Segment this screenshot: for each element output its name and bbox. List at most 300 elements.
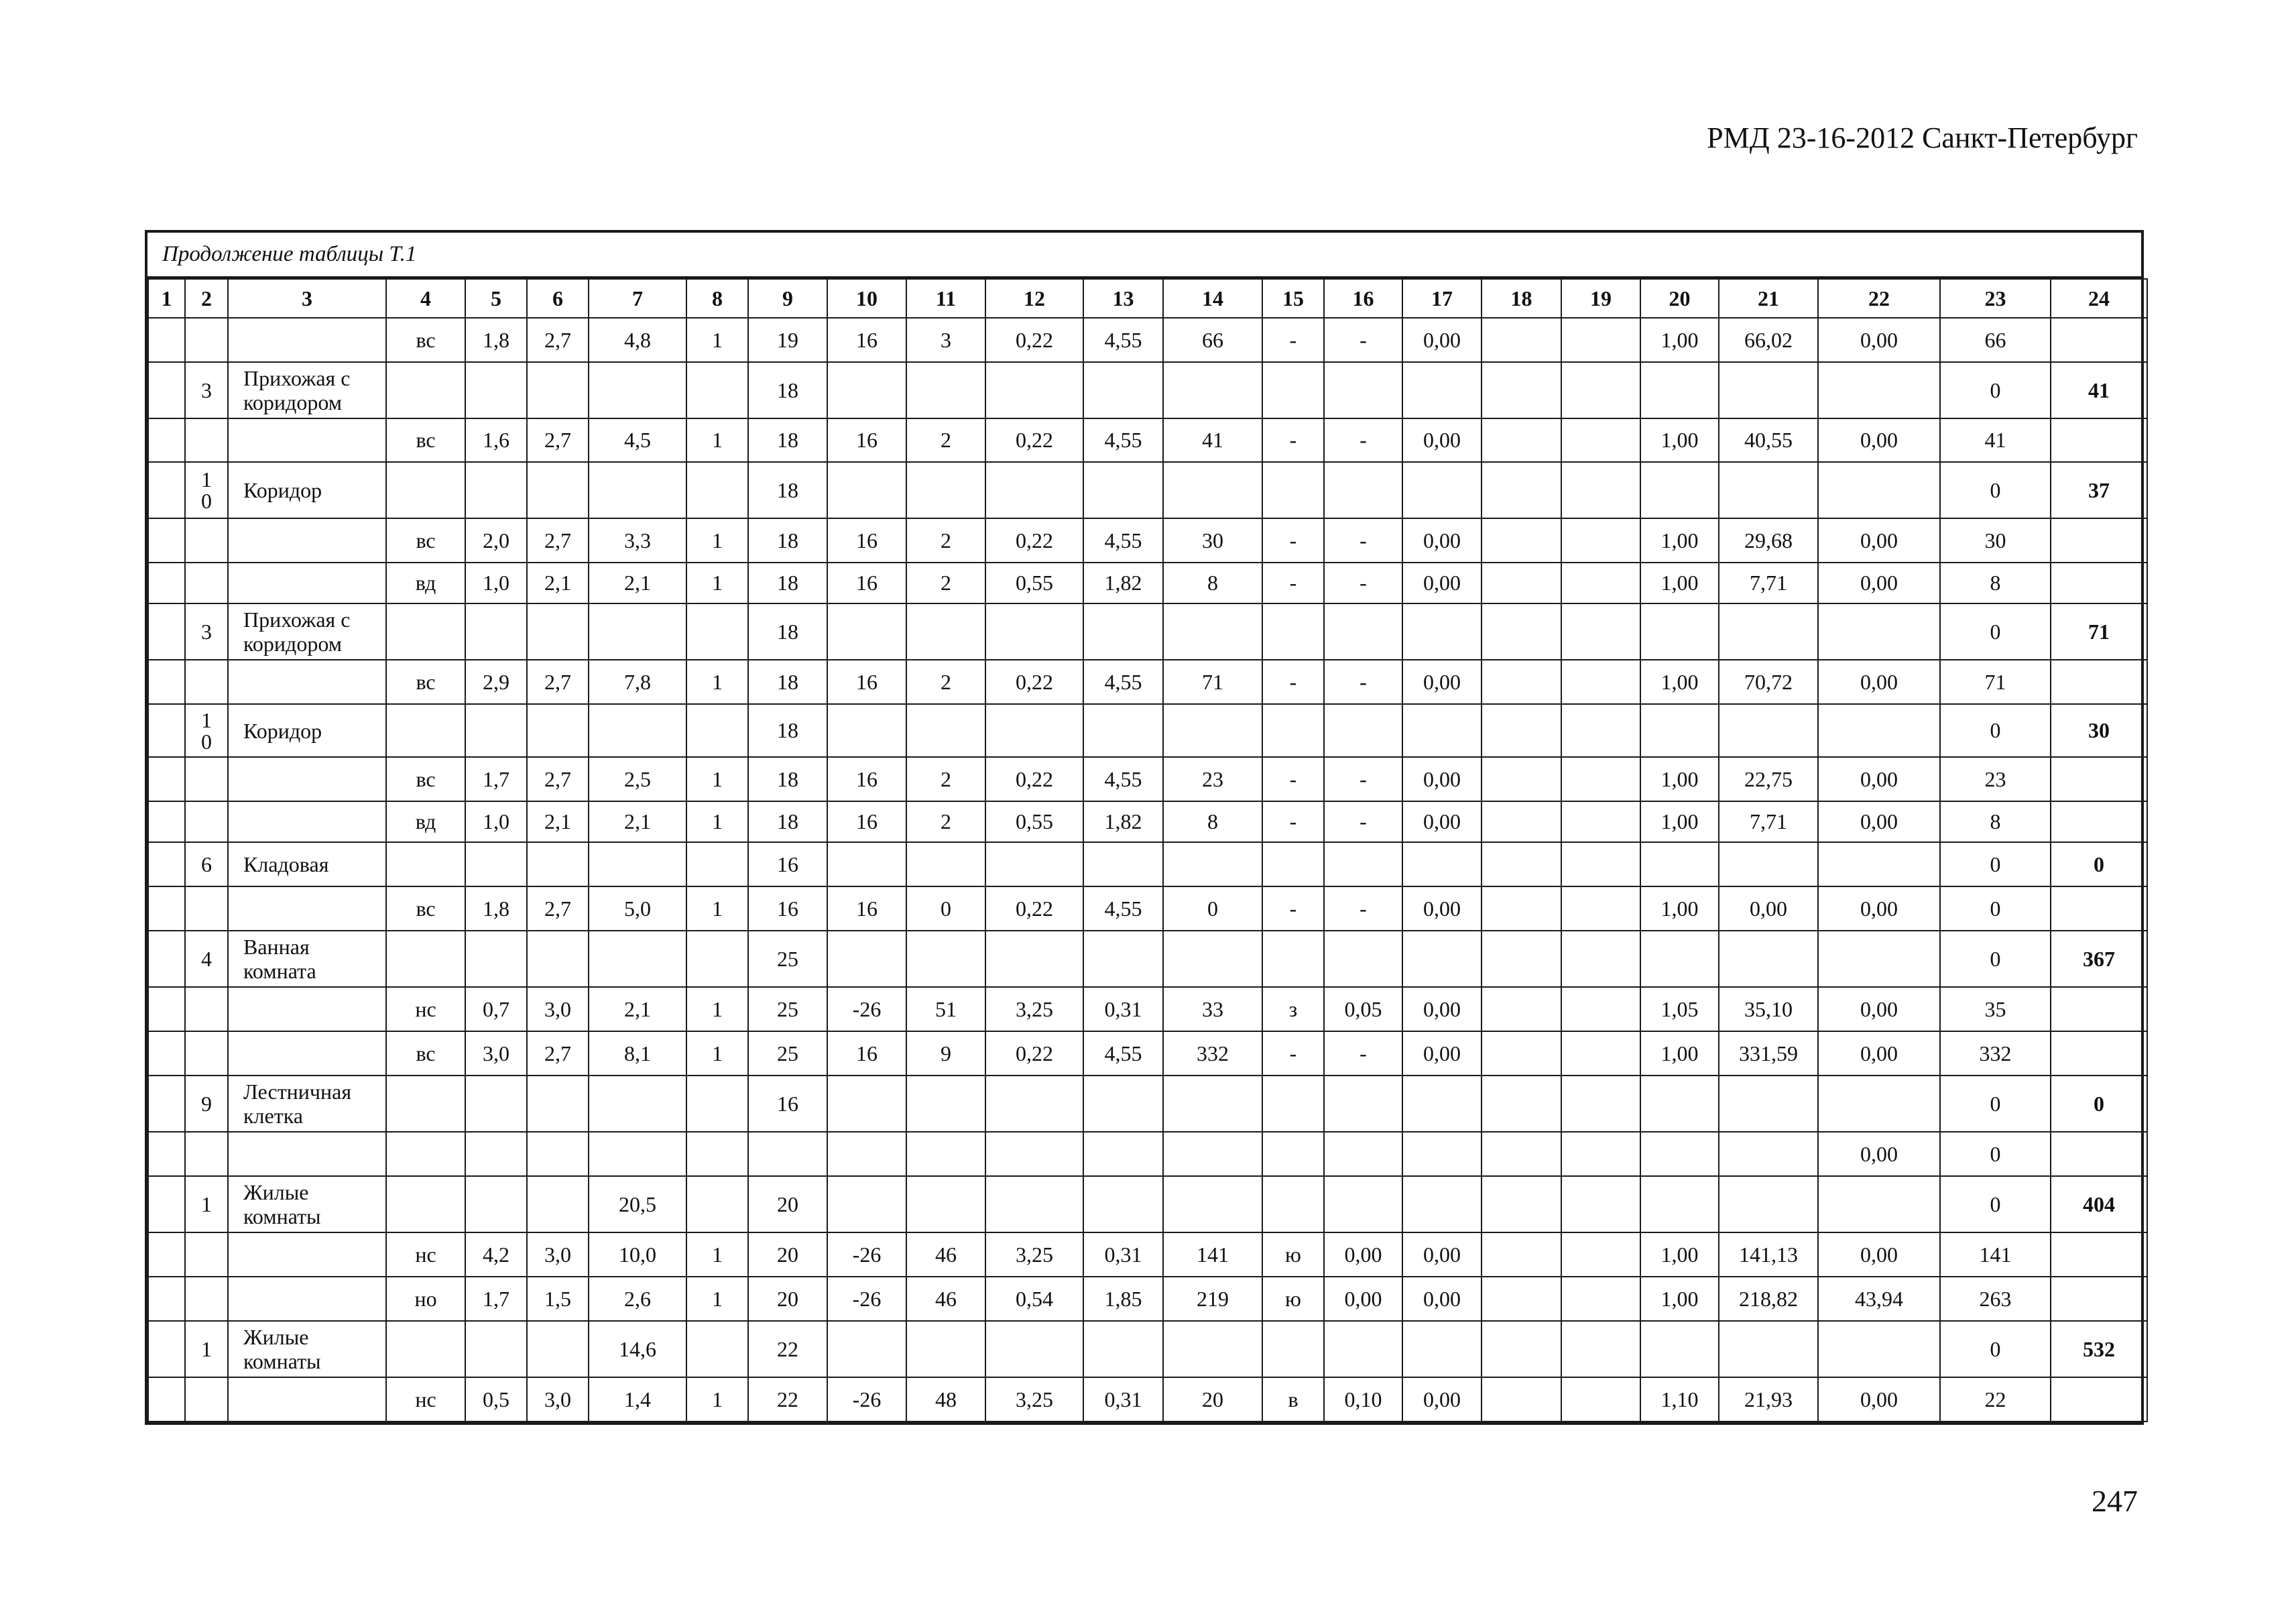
cell-col-21: 29,68 <box>1719 518 1818 563</box>
cell-col-22: 0,00 <box>1818 801 1940 842</box>
cell-col-4: вс <box>386 418 465 462</box>
cell-col-3 <box>228 757 386 801</box>
cell-col-1 <box>148 1321 185 1377</box>
cell-col-7: 8,1 <box>589 1031 686 1076</box>
cell-col-16 <box>1324 362 1402 418</box>
cell-col-11 <box>906 462 985 518</box>
cell-col-22 <box>1818 1076 1940 1132</box>
cell-col-1 <box>148 518 185 563</box>
cell-col-3 <box>228 801 386 842</box>
column-header-20: 20 <box>1640 279 1719 318</box>
cell-col-5: 1,0 <box>465 563 527 603</box>
cell-col-5 <box>465 842 527 886</box>
cell-col-12 <box>985 1132 1083 1176</box>
cell-col-10 <box>827 603 906 660</box>
cell-col-10: -26 <box>827 1277 906 1321</box>
cell-col-4 <box>386 1132 465 1176</box>
cell-col-23: 0 <box>1940 603 2051 660</box>
cell-col-10 <box>827 462 906 518</box>
cell-col-4: нс <box>386 1377 465 1422</box>
cell-col-4 <box>386 1076 465 1132</box>
cell-col-14: 219 <box>1163 1277 1262 1321</box>
cell-col-12 <box>985 362 1083 418</box>
cell-col-19 <box>1561 931 1640 987</box>
cell-col-12: 0,22 <box>985 886 1083 931</box>
cell-col-1 <box>148 886 185 931</box>
cell-col-4: вс <box>386 518 465 563</box>
cell-col-15 <box>1262 1132 1324 1176</box>
table-row <box>148 842 2147 886</box>
cell-col-10 <box>827 1321 906 1377</box>
cell-col-16: - <box>1324 1031 1402 1076</box>
cell-col-22: 43,94 <box>1818 1277 1940 1321</box>
cell-col-2: 1 <box>185 1321 228 1377</box>
cell-col-22: 0,00 <box>1818 1232 1940 1277</box>
column-header-23: 23 <box>1940 279 2051 318</box>
cell-col-9: 25 <box>748 931 827 987</box>
cell-col-12: 3,25 <box>985 987 1083 1031</box>
cell-col-12: 0,55 <box>985 801 1083 842</box>
cell-col-7: 3,3 <box>589 518 686 563</box>
cell-col-9: 22 <box>748 1321 827 1377</box>
cell-col-3 <box>228 1277 386 1321</box>
column-header-6: 6 <box>527 279 589 318</box>
cell-col-2 <box>185 886 228 931</box>
cell-col-5: 0,5 <box>465 1377 527 1422</box>
table-row <box>148 660 2147 704</box>
table-row <box>148 757 2147 801</box>
cell-col-9 <box>748 1132 827 1176</box>
column-header-16: 16 <box>1324 279 1402 318</box>
cell-col-24 <box>2051 1232 2147 1277</box>
cell-col-15: з <box>1262 987 1324 1031</box>
cell-col-15: ю <box>1262 1232 1324 1277</box>
cell-col-19 <box>1561 362 1640 418</box>
cell-col-23: 0 <box>1940 1176 2051 1232</box>
cell-col-22: 0,00 <box>1818 987 1940 1031</box>
cell-col-12 <box>985 1176 1083 1232</box>
table-row <box>148 987 2147 1031</box>
cell-col-4 <box>386 462 465 518</box>
cell-col-14 <box>1163 1176 1262 1232</box>
cell-col-22 <box>1818 704 1940 757</box>
column-header-13: 13 <box>1083 279 1163 318</box>
cell-col-18 <box>1482 418 1561 462</box>
cell-col-14 <box>1163 603 1262 660</box>
cell-col-7: 2,1 <box>589 563 686 603</box>
cell-col-5: 1,6 <box>465 418 527 462</box>
cell-col-19 <box>1561 1321 1640 1377</box>
cell-col-16: 0,05 <box>1324 987 1402 1031</box>
cell-col-7: 10,0 <box>589 1232 686 1277</box>
cell-col-21: 7,71 <box>1719 563 1818 603</box>
cell-col-3 <box>228 518 386 563</box>
cell-col-8 <box>686 462 748 518</box>
cell-col-7 <box>589 704 686 757</box>
cell-col-19 <box>1561 518 1640 563</box>
cell-col-23: 0 <box>1940 1076 2051 1132</box>
cell-col-18 <box>1482 1132 1561 1176</box>
cell-col-17 <box>1402 931 1482 987</box>
cell-col-13: 0,31 <box>1083 1377 1163 1422</box>
cell-col-20 <box>1640 603 1719 660</box>
cell-col-20: 1,00 <box>1640 801 1719 842</box>
cell-col-11 <box>906 1132 985 1176</box>
cell-col-23: 141 <box>1940 1232 2051 1277</box>
cell-col-10: -26 <box>827 987 906 1031</box>
cell-col-16 <box>1324 603 1402 660</box>
cell-col-21 <box>1719 1076 1818 1132</box>
cell-col-5: 1,8 <box>465 886 527 931</box>
cell-col-20 <box>1640 931 1719 987</box>
cell-col-23: 0 <box>1940 1321 2051 1377</box>
cell-col-2 <box>185 1132 228 1176</box>
column-header-3: 3 <box>228 279 386 318</box>
cell-col-3 <box>228 318 386 362</box>
cell-col-6 <box>527 704 589 757</box>
cell-col-5: 4,2 <box>465 1232 527 1277</box>
cell-col-22: 0,00 <box>1818 418 1940 462</box>
cell-col-19 <box>1561 603 1640 660</box>
cell-col-18 <box>1482 886 1561 931</box>
cell-col-15 <box>1262 1176 1324 1232</box>
cell-col-13: 1,85 <box>1083 1277 1163 1321</box>
cell-col-2: 3 <box>185 603 228 660</box>
column-header-12: 12 <box>985 279 1083 318</box>
cell-col-14: 41 <box>1163 418 1262 462</box>
cell-col-15: - <box>1262 563 1324 603</box>
cell-col-1 <box>148 757 185 801</box>
data-table <box>147 278 2148 1422</box>
cell-col-3: Жилые комнаты <box>228 1176 386 1232</box>
cell-col-24: 41 <box>2051 362 2147 418</box>
cell-col-22 <box>1818 362 1940 418</box>
cell-col-2: 3 <box>185 362 228 418</box>
cell-col-21 <box>1719 1132 1818 1176</box>
cell-col-21 <box>1719 1176 1818 1232</box>
cell-col-17 <box>1402 1321 1482 1377</box>
cell-col-11 <box>906 603 985 660</box>
cell-col-17: 0,00 <box>1402 660 1482 704</box>
cell-col-1 <box>148 318 185 362</box>
cell-col-12: 3,25 <box>985 1232 1083 1277</box>
column-header-9: 9 <box>748 279 827 318</box>
cell-col-2 <box>185 1031 228 1076</box>
cell-col-20: 1,00 <box>1640 563 1719 603</box>
cell-col-4: нс <box>386 987 465 1031</box>
cell-col-14 <box>1163 1132 1262 1176</box>
cell-col-23: 0 <box>1940 886 2051 931</box>
cell-col-20 <box>1640 362 1719 418</box>
cell-col-13 <box>1083 704 1163 757</box>
cell-col-24 <box>2051 1132 2147 1176</box>
table-row <box>148 1176 2147 1232</box>
cell-col-11: 2 <box>906 418 985 462</box>
cell-col-14: 332 <box>1163 1031 1262 1076</box>
cell-col-23: 23 <box>1940 757 2051 801</box>
cell-col-14: 66 <box>1163 318 1262 362</box>
cell-col-23: 8 <box>1940 801 2051 842</box>
cell-col-3 <box>228 1031 386 1076</box>
cell-col-15: - <box>1262 757 1324 801</box>
cell-col-1 <box>148 1076 185 1132</box>
cell-col-1 <box>148 1132 185 1176</box>
cell-col-1 <box>148 704 185 757</box>
cell-col-14: 8 <box>1163 801 1262 842</box>
cell-col-18 <box>1482 1321 1561 1377</box>
cell-col-6 <box>527 931 589 987</box>
cell-col-3: Лестничная клетка <box>228 1076 386 1132</box>
cell-col-2 <box>185 1232 228 1277</box>
cell-col-21: 141,13 <box>1719 1232 1818 1277</box>
cell-col-1 <box>148 563 185 603</box>
cell-col-5 <box>465 462 527 518</box>
cell-col-11: 0 <box>906 886 985 931</box>
cell-col-6 <box>527 842 589 886</box>
cell-col-10: 16 <box>827 518 906 563</box>
cell-col-4: вд <box>386 563 465 603</box>
cell-col-12 <box>985 603 1083 660</box>
cell-col-7 <box>589 603 686 660</box>
cell-col-24 <box>2051 1377 2147 1422</box>
column-header-15: 15 <box>1262 279 1324 318</box>
cell-col-11: 9 <box>906 1031 985 1076</box>
cell-col-13: 1,82 <box>1083 563 1163 603</box>
cell-col-20: 1,00 <box>1640 518 1719 563</box>
cell-col-14 <box>1163 1321 1262 1377</box>
cell-col-24: 71 <box>2051 603 2147 660</box>
cell-col-11 <box>906 704 985 757</box>
cell-col-14 <box>1163 1076 1262 1132</box>
cell-col-17: 0,00 <box>1402 886 1482 931</box>
cell-col-22: 0,00 <box>1818 1377 1940 1422</box>
cell-col-12: 0,22 <box>985 660 1083 704</box>
cell-col-4: нс <box>386 1232 465 1277</box>
cell-col-14: 23 <box>1163 757 1262 801</box>
cell-col-18 <box>1482 1176 1561 1232</box>
cell-col-14 <box>1163 704 1262 757</box>
cell-col-3: Жилые комнаты <box>228 1321 386 1377</box>
table-row <box>148 1031 2147 1076</box>
cell-col-8: 1 <box>686 886 748 931</box>
cell-col-24 <box>2051 801 2147 842</box>
table-body <box>148 318 2147 1422</box>
cell-col-11 <box>906 362 985 418</box>
cell-col-11 <box>906 1321 985 1377</box>
cell-col-4: но <box>386 1277 465 1321</box>
cell-col-23: 41 <box>1940 418 2051 462</box>
column-header-18: 18 <box>1482 279 1561 318</box>
column-header-7: 7 <box>589 279 686 318</box>
cell-col-8: 1 <box>686 1031 748 1076</box>
cell-col-3: Прихожая с коридором <box>228 362 386 418</box>
cell-col-13: 4,55 <box>1083 518 1163 563</box>
cell-col-18 <box>1482 603 1561 660</box>
cell-col-22: 0,00 <box>1818 660 1940 704</box>
cell-col-23: 263 <box>1940 1277 2051 1321</box>
cell-col-16: - <box>1324 418 1402 462</box>
cell-col-9: 16 <box>748 886 827 931</box>
cell-col-3: Коридор <box>228 462 386 518</box>
cell-col-22: 0,00 <box>1818 318 1940 362</box>
cell-col-11: 2 <box>906 518 985 563</box>
cell-col-24 <box>2051 563 2147 603</box>
cell-col-6 <box>527 462 589 518</box>
cell-col-12: 3,25 <box>985 1377 1083 1422</box>
cell-col-11: 51 <box>906 987 985 1031</box>
cell-col-13 <box>1083 603 1163 660</box>
cell-col-7: 20,5 <box>589 1176 686 1232</box>
cell-col-1 <box>148 1232 185 1277</box>
cell-col-5 <box>465 362 527 418</box>
table-row <box>148 563 2147 603</box>
cell-col-8 <box>686 603 748 660</box>
cell-col-15 <box>1262 462 1324 518</box>
cell-col-12 <box>985 1321 1083 1377</box>
cell-col-15: - <box>1262 318 1324 362</box>
cell-col-20 <box>1640 1076 1719 1132</box>
cell-col-13 <box>1083 462 1163 518</box>
table-row <box>148 318 2147 362</box>
cell-col-23: 0 <box>1940 931 2051 987</box>
cell-col-3 <box>228 563 386 603</box>
cell-col-5 <box>465 1176 527 1232</box>
cell-col-16: - <box>1324 318 1402 362</box>
cell-col-24 <box>2051 757 2147 801</box>
cell-col-23: 22 <box>1940 1377 2051 1422</box>
cell-col-24 <box>2051 518 2147 563</box>
cell-col-18 <box>1482 462 1561 518</box>
cell-col-13: 4,55 <box>1083 886 1163 931</box>
cell-col-16: - <box>1324 563 1402 603</box>
table-row <box>148 418 2147 462</box>
cell-col-2 <box>185 418 228 462</box>
cell-col-3 <box>228 1232 386 1277</box>
cell-col-5: 0,7 <box>465 987 527 1031</box>
cell-col-8 <box>686 1321 748 1377</box>
cell-col-10 <box>827 931 906 987</box>
cell-col-2 <box>185 563 228 603</box>
cell-col-12: 0,22 <box>985 757 1083 801</box>
cell-col-21 <box>1719 931 1818 987</box>
cell-col-1 <box>148 603 185 660</box>
cell-col-17: 0,00 <box>1402 757 1482 801</box>
cell-col-12: 0,22 <box>985 318 1083 362</box>
cell-col-8 <box>686 931 748 987</box>
cell-col-19 <box>1561 318 1640 362</box>
cell-col-6 <box>527 1176 589 1232</box>
cell-col-13: 4,55 <box>1083 660 1163 704</box>
cell-col-8 <box>686 842 748 886</box>
cell-col-19 <box>1561 704 1640 757</box>
cell-col-7: 2,6 <box>589 1277 686 1321</box>
cell-col-16 <box>1324 1132 1402 1176</box>
cell-col-19 <box>1561 757 1640 801</box>
cell-col-13: 4,55 <box>1083 757 1163 801</box>
cell-col-21: 70,72 <box>1719 660 1818 704</box>
cell-col-5: 1,7 <box>465 1277 527 1321</box>
cell-col-20: 1,00 <box>1640 1031 1719 1076</box>
cell-col-4 <box>386 362 465 418</box>
column-header-21: 21 <box>1719 279 1818 318</box>
cell-col-22 <box>1818 842 1940 886</box>
cell-col-22: 0,00 <box>1818 886 1940 931</box>
cell-col-2 <box>185 987 228 1031</box>
cell-col-19 <box>1561 842 1640 886</box>
cell-col-5: 2,0 <box>465 518 527 563</box>
cell-col-19 <box>1561 462 1640 518</box>
cell-col-11 <box>906 1176 985 1232</box>
cell-col-12: 0,54 <box>985 1277 1083 1321</box>
cell-col-12 <box>985 931 1083 987</box>
cell-col-16: - <box>1324 801 1402 842</box>
cell-col-3: Прихожая с коридором <box>228 603 386 660</box>
cell-col-9: 25 <box>748 1031 827 1076</box>
cell-col-13: 4,55 <box>1083 318 1163 362</box>
cell-col-18 <box>1482 318 1561 362</box>
cell-col-11 <box>906 842 985 886</box>
cell-col-17: 0,00 <box>1402 418 1482 462</box>
cell-col-17: 0,00 <box>1402 563 1482 603</box>
cell-col-5: 1,8 <box>465 318 527 362</box>
cell-col-17 <box>1402 603 1482 660</box>
cell-col-10: 16 <box>827 801 906 842</box>
cell-col-16 <box>1324 1076 1402 1132</box>
cell-col-14: 33 <box>1163 987 1262 1031</box>
cell-col-17 <box>1402 462 1482 518</box>
cell-col-1 <box>148 418 185 462</box>
cell-col-9: 16 <box>748 1076 827 1132</box>
cell-col-20: 1,00 <box>1640 886 1719 931</box>
cell-col-8: 1 <box>686 1377 748 1422</box>
cell-col-7 <box>589 1132 686 1176</box>
cell-col-8 <box>686 704 748 757</box>
table-row <box>148 931 2147 987</box>
cell-col-8: 1 <box>686 801 748 842</box>
cell-col-6 <box>527 1132 589 1176</box>
cell-col-5 <box>465 1132 527 1176</box>
cell-col-17 <box>1402 842 1482 886</box>
cell-col-24 <box>2051 318 2147 362</box>
cell-col-16: 0,10 <box>1324 1377 1402 1422</box>
cell-col-3 <box>228 660 386 704</box>
cell-col-6: 1,5 <box>527 1277 589 1321</box>
table-row <box>148 1132 2147 1176</box>
cell-col-1 <box>148 362 185 418</box>
cell-col-1 <box>148 462 185 518</box>
cell-col-6: 2,7 <box>527 518 589 563</box>
cell-col-14: 71 <box>1163 660 1262 704</box>
cell-col-14: 8 <box>1163 563 1262 603</box>
cell-col-14: 30 <box>1163 518 1262 563</box>
cell-col-23: 8 <box>1940 563 2051 603</box>
cell-col-2: 4 <box>185 931 228 987</box>
cell-col-13 <box>1083 1076 1163 1132</box>
cell-col-8: 1 <box>686 1232 748 1277</box>
cell-col-15: - <box>1262 886 1324 931</box>
cell-col-22: 0,00 <box>1818 1031 1940 1076</box>
cell-col-9: 22 <box>748 1377 827 1422</box>
cell-col-16 <box>1324 462 1402 518</box>
cell-col-2: 1 0 <box>185 462 228 518</box>
cell-col-4: вс <box>386 660 465 704</box>
cell-col-18 <box>1482 1277 1561 1321</box>
cell-col-17: 0,00 <box>1402 518 1482 563</box>
cell-col-16 <box>1324 931 1402 987</box>
cell-col-3 <box>228 1132 386 1176</box>
cell-col-6: 2,7 <box>527 418 589 462</box>
cell-col-10 <box>827 1076 906 1132</box>
